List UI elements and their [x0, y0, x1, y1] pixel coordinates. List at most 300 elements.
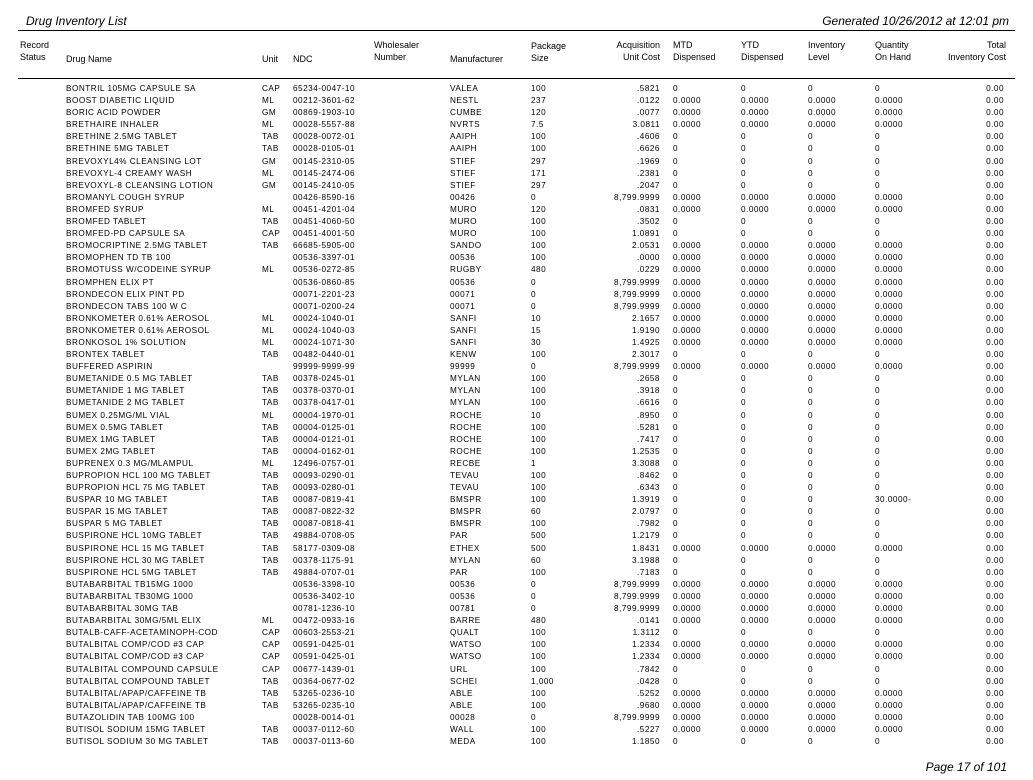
cell-total-inventory-cost: 0.00	[986, 519, 1004, 529]
cell-manufacturer: TEVAU	[450, 483, 480, 493]
table-row	[0, 651, 1033, 663]
cell-inventory-level: 0	[808, 180, 814, 190]
cell-total-inventory-cost: 0.00	[986, 337, 1004, 347]
table-row	[0, 422, 1033, 434]
cell-package-size: 100	[531, 398, 547, 408]
cell-inventory-level: 0	[808, 458, 814, 468]
cell-acquisition-unit-cost: .2658	[637, 374, 660, 384]
cell-unit: ML	[262, 204, 275, 214]
cell-total-inventory-cost: 0.00	[986, 507, 1004, 517]
cell-inventory-level: 0.0000	[808, 204, 837, 214]
cell-inventory-level: 0.0000	[808, 591, 837, 601]
table-row	[0, 410, 1033, 422]
cell-manufacturer: MYLAN	[450, 374, 481, 384]
cell-total-inventory-cost: 0.00	[986, 543, 1004, 553]
table-row	[0, 530, 1033, 542]
cell-ytd-dispensed: 0	[741, 507, 747, 517]
cell-unit: TAB	[262, 555, 279, 565]
cell-drug-name: BUTABARBITAL TB30MG 1000	[66, 591, 194, 601]
table-row	[0, 458, 1033, 470]
cell-unit: TAB	[262, 676, 279, 686]
cell-mtd-dispensed: 0.0000	[673, 712, 702, 722]
cell-mtd-dispensed: 0	[673, 519, 679, 529]
cell-ytd-dispensed: 0.0000	[741, 313, 770, 323]
cell-package-size: 0	[531, 579, 537, 589]
cell-total-inventory-cost: 0.00	[986, 579, 1004, 589]
cell-package-size: 60	[531, 507, 542, 517]
cell-package-size: 237	[531, 96, 547, 106]
cell-mtd-dispensed: 0	[673, 374, 679, 384]
col-header-ndc: NDC	[293, 54, 313, 64]
cell-unit: ML	[262, 313, 275, 323]
table-row	[0, 325, 1033, 337]
table-row	[0, 168, 1033, 180]
cell-drug-name: BREVOXYL-8 CLEANSING LOTION	[66, 180, 214, 190]
cell-package-size: 500	[531, 531, 547, 541]
cell-quantity-on-hand: 0.0000	[875, 325, 904, 335]
cell-ytd-dispensed: 0	[741, 132, 747, 142]
cell-total-inventory-cost: 0.00	[986, 616, 1004, 626]
cell-package-size: 100	[531, 446, 547, 456]
cell-package-size: 100	[531, 217, 547, 227]
cell-manufacturer: KENW	[450, 350, 477, 360]
cell-quantity-on-hand: 0	[875, 519, 881, 529]
cell-quantity-on-hand: 0	[875, 156, 881, 166]
cell-mtd-dispensed: 0	[673, 531, 679, 541]
cell-total-inventory-cost: 0.00	[986, 652, 1004, 662]
cell-total-inventory-cost: 0.00	[986, 700, 1004, 710]
cell-total-inventory-cost: 0.00	[986, 471, 1004, 480]
cell-drug-name: BRONKOMETER 0.61% AEROSOL	[66, 325, 210, 335]
cell-mtd-dispensed: 0.0000	[673, 96, 702, 106]
cell-inventory-level: 0.0000	[808, 543, 837, 553]
cell-unit: CAP	[262, 84, 281, 93]
cell-drug-name: BUMEX 0.5MG TABLET	[66, 422, 164, 432]
cell-inventory-level: 0	[808, 531, 814, 541]
cell-manufacturer: ABLE	[450, 700, 473, 710]
cell-total-inventory-cost: 0.00	[986, 531, 1004, 541]
cell-unit: TAB	[262, 495, 279, 505]
cell-acquisition-unit-cost: .7842	[637, 664, 660, 674]
cell-manufacturer: BMSPR	[450, 519, 482, 529]
cell-acquisition-unit-cost: 3.1988	[631, 555, 660, 565]
cell-quantity-on-hand: 0	[875, 374, 881, 384]
cell-total-inventory-cost: 0.00	[986, 84, 1004, 93]
cell-ytd-dispensed: 0.0000	[741, 579, 770, 589]
table-row	[0, 555, 1033, 567]
cell-manufacturer: ABLE	[450, 688, 473, 698]
cell-acquisition-unit-cost: 8,799.9999	[614, 591, 660, 601]
cell-inventory-level: 0.0000	[808, 192, 837, 202]
cell-mtd-dispensed: 0	[673, 507, 679, 517]
cell-acquisition-unit-cost: 1.3919	[631, 495, 660, 505]
cell-manufacturer: MURO	[450, 217, 478, 227]
cell-manufacturer: SANFI	[450, 325, 477, 335]
cell-ndc: 00028-0014-01	[293, 712, 356, 722]
cell-manufacturer: AAIPH	[450, 132, 478, 142]
cell-unit: TAB	[262, 386, 279, 396]
cell-acquisition-unit-cost: .5252	[637, 688, 660, 698]
table-row	[0, 700, 1033, 712]
col-header-inventory-level: Inventory Level	[808, 40, 846, 62]
cell-ytd-dispensed: 0.0000	[741, 265, 770, 275]
cell-ndc: 00004-0125-01	[293, 422, 356, 432]
cell-manufacturer: BARRE	[450, 616, 481, 626]
cell-acquisition-unit-cost: 1.2334	[631, 640, 660, 650]
cell-ndc: 00024-1040-03	[293, 325, 356, 335]
cell-ytd-dispensed: 0	[741, 422, 747, 432]
cell-total-inventory-cost: 0.00	[986, 640, 1004, 650]
cell-drug-name: BUMEX 2MG TABLET	[66, 446, 156, 456]
cell-total-inventory-cost: 0.00	[986, 386, 1004, 396]
cell-unit: ML	[262, 168, 275, 178]
cell-inventory-level: 0	[808, 628, 814, 638]
table-row	[0, 603, 1033, 615]
cell-manufacturer: RECBE	[450, 458, 481, 468]
cell-package-size: 120	[531, 204, 547, 214]
cell-ndc: 00028-5557-88	[293, 120, 356, 130]
cell-ytd-dispensed: 0.0000	[741, 192, 770, 202]
cell-ndc: 00004-0121-01	[293, 434, 356, 444]
cell-drug-name: BUMEX 0.25MG/ML VIAL	[66, 410, 170, 420]
cell-acquisition-unit-cost: .6626	[637, 144, 660, 154]
cell-total-inventory-cost: 0.00	[986, 458, 1004, 468]
cell-ndc: 00212-3601-62	[293, 96, 356, 106]
cell-acquisition-unit-cost: 8,799.9999	[614, 712, 660, 722]
cell-acquisition-unit-cost: 2.0531	[631, 241, 660, 251]
col-header-manufacturer: Manufacturer	[450, 54, 504, 64]
cell-quantity-on-hand: 0.0000	[875, 120, 904, 130]
cell-acquisition-unit-cost: .4606	[637, 132, 660, 142]
cell-drug-name: BUTABARBITAL TB15MG 1000	[66, 579, 194, 589]
cell-mtd-dispensed: 0.0000	[673, 241, 702, 251]
cell-quantity-on-hand: 0	[875, 531, 881, 541]
header-top-rule	[18, 30, 1015, 31]
cell-manufacturer: WATSO	[450, 640, 482, 650]
cell-package-size: 100	[531, 567, 547, 577]
cell-drug-name: BROMANYL COUGH SYRUP	[66, 192, 185, 202]
cell-inventory-level: 0.0000	[808, 640, 837, 650]
table-row	[0, 627, 1033, 639]
cell-drug-name: BUFFERED ASPIRIN	[66, 362, 153, 372]
col-header-unit: Unit	[262, 54, 279, 64]
cell-drug-name: BROMFED TABLET	[66, 217, 147, 227]
cell-inventory-level: 0.0000	[808, 96, 837, 106]
cell-ndc: 00145-2310-05	[293, 156, 356, 166]
cell-acquisition-unit-cost: .8950	[637, 410, 660, 420]
cell-package-size: 100	[531, 229, 547, 239]
cell-quantity-on-hand: 0.0000	[875, 700, 904, 710]
cell-mtd-dispensed: 0.0000	[673, 277, 702, 287]
cell-total-inventory-cost: 0.00	[986, 628, 1004, 638]
table-row	[0, 482, 1033, 494]
cell-unit: CAP	[262, 640, 281, 650]
cell-drug-name: BUSPAR 10 MG TABLET	[66, 495, 168, 505]
cell-mtd-dispensed: 0	[673, 422, 679, 432]
cell-drug-name: BRETHINE 5MG TABLET	[66, 144, 170, 154]
cell-package-size: 500	[531, 543, 547, 553]
cell-manufacturer: MYLAN	[450, 555, 481, 565]
cell-acquisition-unit-cost: .5281	[637, 422, 660, 432]
cell-manufacturer: STIEF	[450, 180, 476, 190]
cell-acquisition-unit-cost: .0077	[637, 108, 660, 118]
cell-manufacturer: PAR	[450, 567, 468, 577]
cell-unit: ML	[262, 120, 275, 130]
cell-acquisition-unit-cost: .9680	[637, 700, 660, 710]
col-header-wholesaler: Wholesaler Number	[374, 40, 420, 62]
col-header-package-size: Package Size	[531, 41, 567, 63]
cell-unit: GM	[262, 108, 277, 118]
cell-mtd-dispensed: 0	[673, 446, 679, 456]
cell-package-size: 15	[531, 325, 542, 335]
cell-package-size: 10	[531, 313, 542, 323]
cell-unit: ML	[262, 410, 275, 420]
cell-inventory-level: 0	[808, 422, 814, 432]
cell-drug-name: BOOST DIABETIC LIQUID	[66, 96, 175, 106]
cell-total-inventory-cost: 0.00	[986, 229, 1004, 239]
cell-total-inventory-cost: 0.00	[986, 604, 1004, 614]
cell-quantity-on-hand: 0	[875, 737, 881, 747]
cell-mtd-dispensed: 0	[673, 180, 679, 190]
cell-inventory-level: 0	[808, 567, 814, 577]
cell-manufacturer: BMSPR	[450, 495, 482, 505]
cell-drug-name: BRETHINE 2.5MG TABLET	[66, 132, 178, 142]
table-row	[0, 434, 1033, 446]
cell-drug-name: BUTALBITAL/APAP/CAFFEINE TB	[66, 700, 207, 710]
cell-ytd-dispensed: 0.0000	[741, 712, 770, 722]
cell-acquisition-unit-cost: 1.1850	[631, 737, 660, 747]
cell-total-inventory-cost: 0.00	[986, 168, 1004, 178]
cell-drug-name: BRONDECON TABS 100 W C	[66, 301, 188, 311]
cell-quantity-on-hand: 0	[875, 386, 881, 396]
cell-manufacturer: 00071	[450, 289, 476, 299]
cell-quantity-on-hand: 0	[875, 398, 881, 408]
cell-quantity-on-hand: 0	[875, 458, 881, 468]
cell-mtd-dispensed: 0	[673, 398, 679, 408]
cell-ndc: 49884-0707-01	[293, 567, 356, 577]
cell-inventory-level: 0.0000	[808, 616, 837, 626]
cell-package-size: 100	[531, 471, 547, 480]
cell-acquisition-unit-cost: .8462	[637, 471, 660, 480]
cell-mtd-dispensed: 0.0000	[673, 313, 702, 323]
cell-inventory-level: 0	[808, 737, 814, 747]
cell-ytd-dispensed: 0.0000	[741, 108, 770, 118]
cell-package-size: 297	[531, 180, 547, 190]
cell-drug-name: BROMFED SYRUP	[66, 204, 144, 214]
table-row	[0, 216, 1033, 228]
cell-acquisition-unit-cost: .1969	[637, 156, 660, 166]
cell-package-size: 120	[531, 108, 547, 118]
cell-manufacturer: MYLAN	[450, 386, 481, 396]
cell-drug-name: BUTISOL SODIUM 30 MG TABLET	[66, 737, 209, 747]
table-row	[0, 506, 1033, 518]
cell-mtd-dispensed: 0.0000	[673, 604, 702, 614]
cell-unit: TAB	[262, 350, 279, 360]
cell-package-size: 480	[531, 616, 547, 626]
cell-quantity-on-hand: 0	[875, 628, 881, 638]
cell-quantity-on-hand: 0	[875, 446, 881, 456]
cell-inventory-level: 0	[808, 471, 814, 480]
cell-mtd-dispensed: 0	[673, 567, 679, 577]
cell-total-inventory-cost: 0.00	[986, 241, 1004, 251]
table-row	[0, 446, 1033, 458]
cell-quantity-on-hand: 0.0000	[875, 96, 904, 106]
cell-manufacturer: CUMBE	[450, 108, 483, 118]
cell-acquisition-unit-cost: .0831	[637, 204, 660, 214]
cell-drug-name: BREVOXYL-4 CREAMY WASH	[66, 168, 193, 178]
table-row	[0, 518, 1033, 530]
cell-manufacturer: 00536	[450, 253, 476, 263]
cell-inventory-level: 0.0000	[808, 652, 837, 662]
cell-quantity-on-hand: 0.0000	[875, 652, 904, 662]
cell-manufacturer: ROCHE	[450, 422, 483, 432]
cell-drug-name: BUTALBITAL COMPOUND CAPSULE	[66, 664, 219, 674]
cell-mtd-dispensed: 0.0000	[673, 579, 702, 589]
cell-ndc: 00378-0245-01	[293, 374, 356, 384]
cell-quantity-on-hand: 0	[875, 144, 881, 154]
table-row	[0, 83, 1033, 95]
cell-mtd-dispensed: 0.0000	[673, 616, 702, 626]
cell-inventory-level: 0	[808, 676, 814, 686]
cell-ndc: 00378-0417-01	[293, 398, 356, 408]
cell-drug-name: BROMPHEN ELIX PT	[66, 277, 155, 287]
cell-quantity-on-hand: 0.0000	[875, 241, 904, 251]
cell-inventory-level: 0.0000	[808, 301, 837, 311]
cell-ytd-dispensed: 0	[741, 495, 747, 505]
cell-acquisition-unit-cost: .7183	[637, 567, 660, 577]
cell-package-size: 171	[531, 168, 547, 178]
cell-total-inventory-cost: 0.00	[986, 325, 1004, 335]
cell-drug-name: BUSPIRONE HCL 30 MG TABLET	[66, 555, 205, 565]
cell-quantity-on-hand: 0	[875, 507, 881, 517]
cell-inventory-level: 0.0000	[808, 241, 837, 251]
inventory-table-body	[0, 83, 1033, 748]
cell-quantity-on-hand: 0	[875, 483, 881, 493]
cell-ytd-dispensed: 0	[741, 386, 747, 396]
cell-ytd-dispensed: 0	[741, 350, 747, 360]
cell-ndc: 00536-3398-10	[293, 579, 356, 589]
cell-total-inventory-cost: 0.00	[986, 724, 1004, 734]
cell-manufacturer: MYLAN	[450, 398, 481, 408]
cell-ndc: 00028-0072-01	[293, 132, 356, 142]
cell-mtd-dispensed: 0.0000	[673, 700, 702, 710]
cell-mtd-dispensed: 0	[673, 410, 679, 420]
cell-ndc: 00591-0425-01	[293, 640, 356, 650]
report-title: Drug Inventory List	[26, 14, 127, 28]
cell-mtd-dispensed: 0.0000	[673, 120, 702, 130]
cell-unit: TAB	[262, 700, 279, 710]
cell-unit: CAP	[262, 229, 281, 239]
cell-total-inventory-cost: 0.00	[986, 289, 1004, 299]
cell-ndc: 00071-2201-23	[293, 289, 356, 299]
table-row	[0, 494, 1033, 506]
cell-package-size: 0	[531, 301, 537, 311]
cell-ytd-dispensed: 0.0000	[741, 301, 770, 311]
cell-acquisition-unit-cost: 1.0891	[631, 229, 660, 239]
cell-total-inventory-cost: 0.00	[986, 374, 1004, 384]
cell-package-size: 100	[531, 664, 547, 674]
cell-acquisition-unit-cost: 1.2535	[631, 446, 660, 456]
cell-manufacturer: BMSPR	[450, 507, 482, 517]
cell-acquisition-unit-cost: 8,799.9999	[614, 192, 660, 202]
cell-manufacturer: ROCHE	[450, 446, 483, 456]
cell-quantity-on-hand: 0	[875, 217, 881, 227]
cell-package-size: 100	[531, 386, 547, 396]
cell-package-size: 100	[531, 374, 547, 384]
table-row	[0, 156, 1033, 168]
cell-package-size: 480	[531, 265, 547, 275]
cell-drug-name: BUPROPION HCL 100 MG TABLET	[66, 471, 211, 480]
cell-ndc: 00145-2474-06	[293, 168, 356, 178]
cell-ytd-dispensed: 0	[741, 737, 747, 747]
cell-package-size: 0	[531, 604, 537, 614]
cell-package-size: 1	[531, 458, 537, 468]
cell-quantity-on-hand: 0	[875, 229, 881, 239]
cell-drug-name: BUTISOL SODIUM 15MG TABLET	[66, 724, 206, 734]
cell-inventory-level: 0	[808, 434, 814, 444]
cell-manufacturer: SANFI	[450, 337, 477, 347]
cell-acquisition-unit-cost: .0122	[637, 96, 660, 106]
cell-acquisition-unit-cost: 1.9190	[631, 325, 660, 335]
cell-mtd-dispensed: 0.0000	[673, 640, 702, 650]
cell-inventory-level: 0.0000	[808, 712, 837, 722]
cell-ytd-dispensed: 0	[741, 84, 747, 93]
cell-acquisition-unit-cost: .0000	[637, 253, 660, 263]
cell-drug-name: BUTALBITAL/APAP/CAFFEINE TB	[66, 688, 207, 698]
cell-drug-name: BUTALB-CAFF-ACETAMINOPH-COD	[66, 628, 218, 638]
cell-inventory-level: 0.0000	[808, 313, 837, 323]
cell-total-inventory-cost: 0.00	[986, 410, 1004, 420]
table-row	[0, 615, 1033, 627]
cell-inventory-level: 0	[808, 144, 814, 154]
cell-total-inventory-cost: 0.00	[986, 301, 1004, 311]
cell-unit: TAB	[262, 688, 279, 698]
cell-ndc: 99999-9999-99	[293, 362, 356, 372]
table-row	[0, 712, 1033, 724]
page-number: Page 17 of 101	[925, 760, 1007, 774]
cell-unit: TAB	[262, 507, 279, 517]
col-header-acq-cost: Acquisition Unit Cost	[616, 40, 660, 62]
cell-ndc: 00781-1236-10	[293, 604, 356, 614]
cell-inventory-level: 0.0000	[808, 362, 837, 372]
cell-ytd-dispensed: 0	[741, 374, 747, 384]
cell-quantity-on-hand: 0	[875, 132, 881, 142]
cell-total-inventory-cost: 0.00	[986, 144, 1004, 154]
cell-drug-name: BROMOTUSS W/CODEINE SYRUP	[66, 265, 212, 275]
cell-mtd-dispensed: 0	[673, 144, 679, 154]
generated-timestamp: Generated 10/26/2012 at 12:01 pm	[822, 14, 1009, 28]
cell-manufacturer: SANFI	[450, 313, 477, 323]
cell-ndc: 00591-0425-01	[293, 652, 356, 662]
cell-mtd-dispensed: 0	[673, 471, 679, 480]
cell-acquisition-unit-cost: 1.4925	[631, 337, 660, 347]
cell-total-inventory-cost: 0.00	[986, 664, 1004, 674]
cell-inventory-level: 0	[808, 168, 814, 178]
cell-unit: CAP	[262, 664, 281, 674]
cell-ndc: 58177-0309-08	[293, 543, 356, 553]
cell-package-size: 100	[531, 724, 547, 734]
cell-drug-name: BUSPIRONE HCL 15 MG TABLET	[66, 543, 205, 553]
cell-unit: TAB	[262, 144, 279, 154]
cell-inventory-level: 0.0000	[808, 724, 837, 734]
cell-mtd-dispensed: 0	[673, 458, 679, 468]
cell-quantity-on-hand: 0	[875, 555, 881, 565]
cell-unit: TAB	[262, 737, 279, 747]
cell-acquisition-unit-cost: 8,799.9999	[614, 289, 660, 299]
cell-package-size: 100	[531, 253, 547, 263]
cell-ndc: 00004-0162-01	[293, 446, 356, 456]
cell-quantity-on-hand: 0.0000	[875, 192, 904, 202]
